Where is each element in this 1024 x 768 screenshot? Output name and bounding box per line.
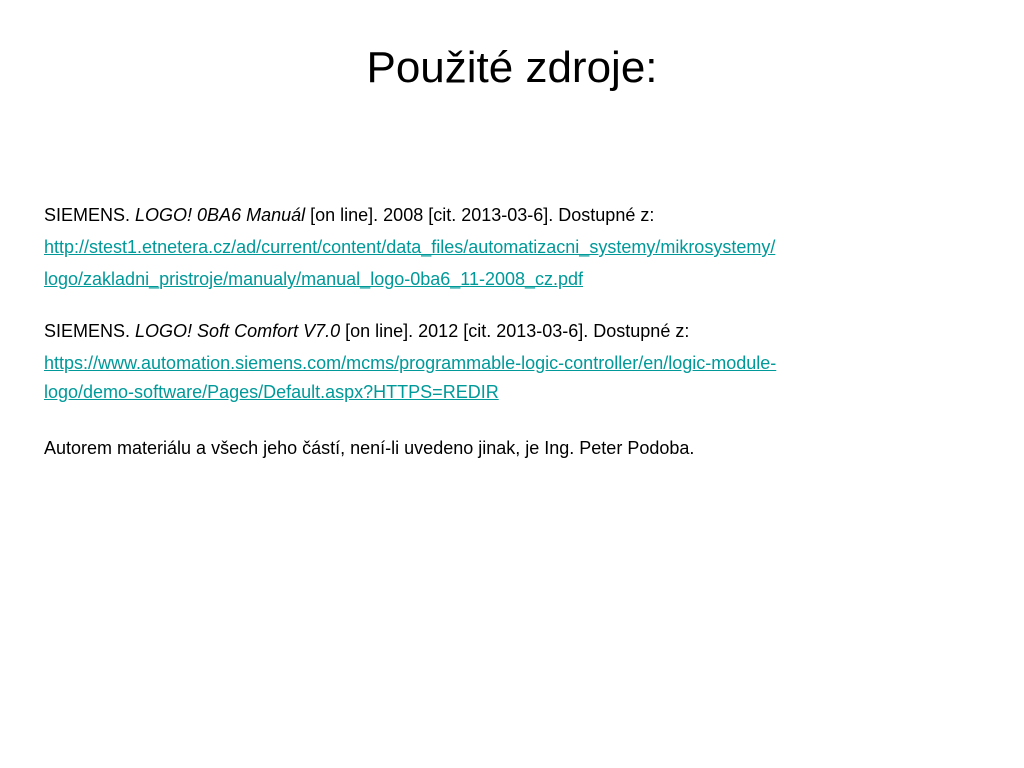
reference-1-details: [on line]. 2008 [cit. 2013-03-6]. Dostupné z: bbox=[305, 205, 655, 225]
reference-2-work-title: LOGO! Soft Comfort V7.0 bbox=[135, 321, 341, 341]
slide-title: Použité zdroje: bbox=[366, 43, 658, 92]
reference-2-details: [on line]. 2012 [cit. 2013-03-6]. Dostupné z: bbox=[340, 321, 690, 341]
references-list bbox=[44, 199, 1004, 461]
reference-2-url-link-part-1[interactable]: https://www.automation.siemens.com/mcms/programmable-logic-controller/en/logic-module- bbox=[44, 353, 777, 373]
reference-2-author: SIEMENS. bbox=[44, 321, 136, 341]
author-note: Autorem materiálu a všech jeho částí, není-li uvedeno jinak, je Ing. Peter Podoba. bbox=[44, 438, 695, 458]
reference-1-url-link-part-1[interactable]: http://stest1.etnetera.cz/ad/current/content/data_files/automatizacni_systemy/mikrosystemy/ bbox=[44, 237, 776, 257]
reference-2-url-link-part-2[interactable]: logo/demo-software/Pages/Default.aspx?HTTPS=REDIR bbox=[44, 382, 499, 402]
reference-1-author: SIEMENS. bbox=[44, 205, 136, 225]
spacer bbox=[44, 295, 1004, 315]
reference-1-url-line-2-row bbox=[44, 263, 1004, 295]
reference-1-citation bbox=[44, 199, 1004, 231]
reference-1-url-link-part-2[interactable]: logo/zakladni_pristroje/manualy/manual_logo-0ba6_11-2008_cz.pdf bbox=[44, 269, 584, 289]
reference-2-url-line-1-row bbox=[44, 347, 1004, 379]
reference-1-work-title: LOGO! 0BA6 Manuál bbox=[135, 205, 306, 225]
spacer bbox=[44, 405, 1004, 435]
reference-2-citation bbox=[44, 315, 1004, 347]
reference-1-url-line-1-row bbox=[44, 231, 1004, 263]
reference-2-url-line-2-row bbox=[44, 379, 1004, 405]
